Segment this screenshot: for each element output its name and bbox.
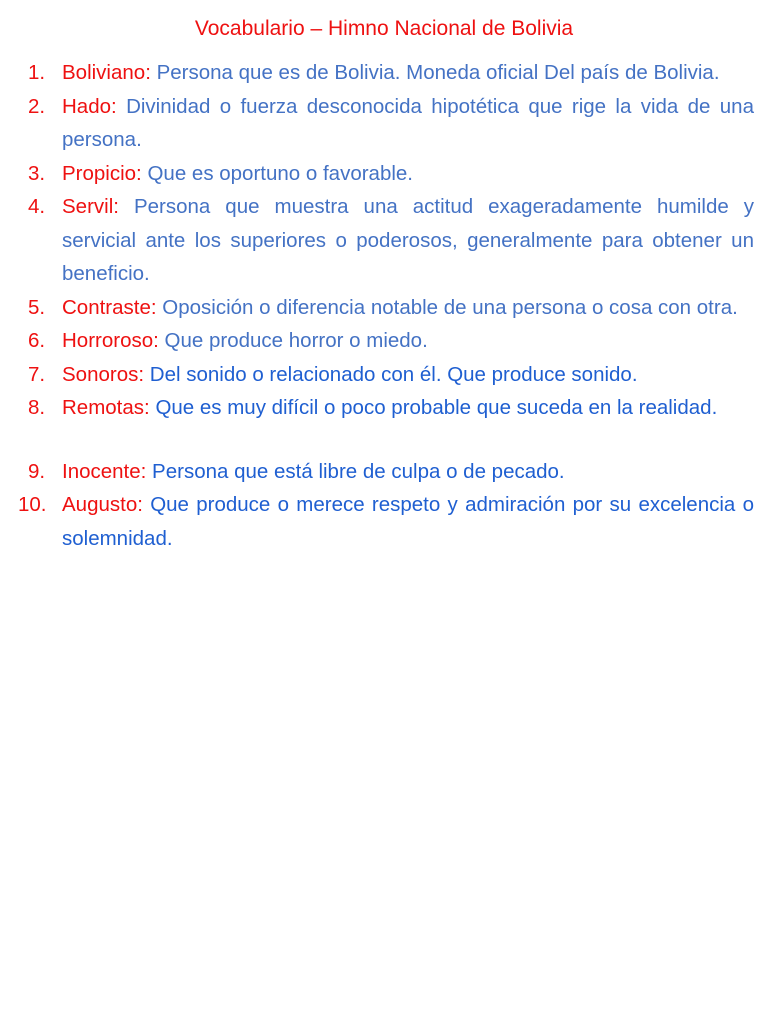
vocab-definition: Del sonido o relacionado con él. Que produce sonido. (149, 362, 638, 386)
vocab-term: Servil: (62, 195, 119, 218)
item-number: 4. (28, 195, 46, 218)
list-spacer (18, 425, 754, 455)
item-number: 9. (28, 459, 46, 483)
vocab-term: Augusto: (62, 493, 143, 516)
vocab-definition: Divinidad o fuerza desconocida hipotética que rige la vida de una persona. (62, 94, 754, 151)
vocab-item-boliviano (18, 56, 754, 90)
vocab-term: Horroroso: (62, 329, 159, 352)
vocab-term: Boliviano: (62, 61, 151, 84)
vocab-definition: Oposición o diferencia notable de una persona o cosa con otra. (162, 295, 738, 319)
item-number: 6. (28, 329, 46, 352)
vocab-item-inocente (18, 455, 754, 489)
vocab-definition: Que es oportuno o favorable. (147, 161, 414, 185)
vocab-term: Sonoros: (62, 362, 145, 386)
item-number: 3. (28, 161, 46, 185)
vocab-definition: Persona que muestra una actitud exageradamente humilde y servicial ante los superiores o poderosos, generalmente para obtener un beneficio. (62, 195, 755, 285)
vocab-item-remotas (18, 391, 754, 425)
vocab-item-hado (18, 90, 754, 157)
vocab-item-horroroso (18, 324, 754, 358)
vocab-item-contraste (18, 291, 754, 325)
vocab-definition: Que produce o merece respeto y admiración por su excelencia o solemnidad. (62, 493, 754, 550)
vocab-term: Inocente: (62, 459, 147, 483)
item-number: 8. (28, 396, 46, 419)
vocab-term: Remotas: (62, 396, 150, 419)
item-number: 2. (28, 94, 46, 118)
item-number: 5. (28, 295, 46, 319)
vocab-definition: Persona que es de Bolivia. Moneda oficial Del país de Bolivia. (156, 61, 720, 84)
vocab-definition: Que es muy difícil o poco probable que suceda en la realidad. (155, 396, 718, 419)
page-title: Vocabulario – Himno Nacional de Bolivia (194, 17, 574, 40)
vocab-term: Propicio: (62, 161, 142, 185)
item-number: 10. (18, 493, 47, 516)
vocab-definition: Persona que está libre de culpa o de pecado. (152, 459, 565, 483)
vocab-item-augusto (18, 488, 754, 555)
vocab-item-sonoros (18, 358, 754, 392)
vocabulary-list (18, 56, 754, 555)
vocab-term: Hado: (62, 94, 117, 118)
vocab-definition: Que produce horror o miedo. (164, 329, 428, 352)
vocab-item-servil (18, 190, 754, 291)
item-number: 1. (28, 61, 46, 84)
item-number: 7. (28, 362, 46, 386)
vocab-term: Contraste: (62, 295, 157, 319)
vocab-item-propicio (18, 157, 754, 191)
